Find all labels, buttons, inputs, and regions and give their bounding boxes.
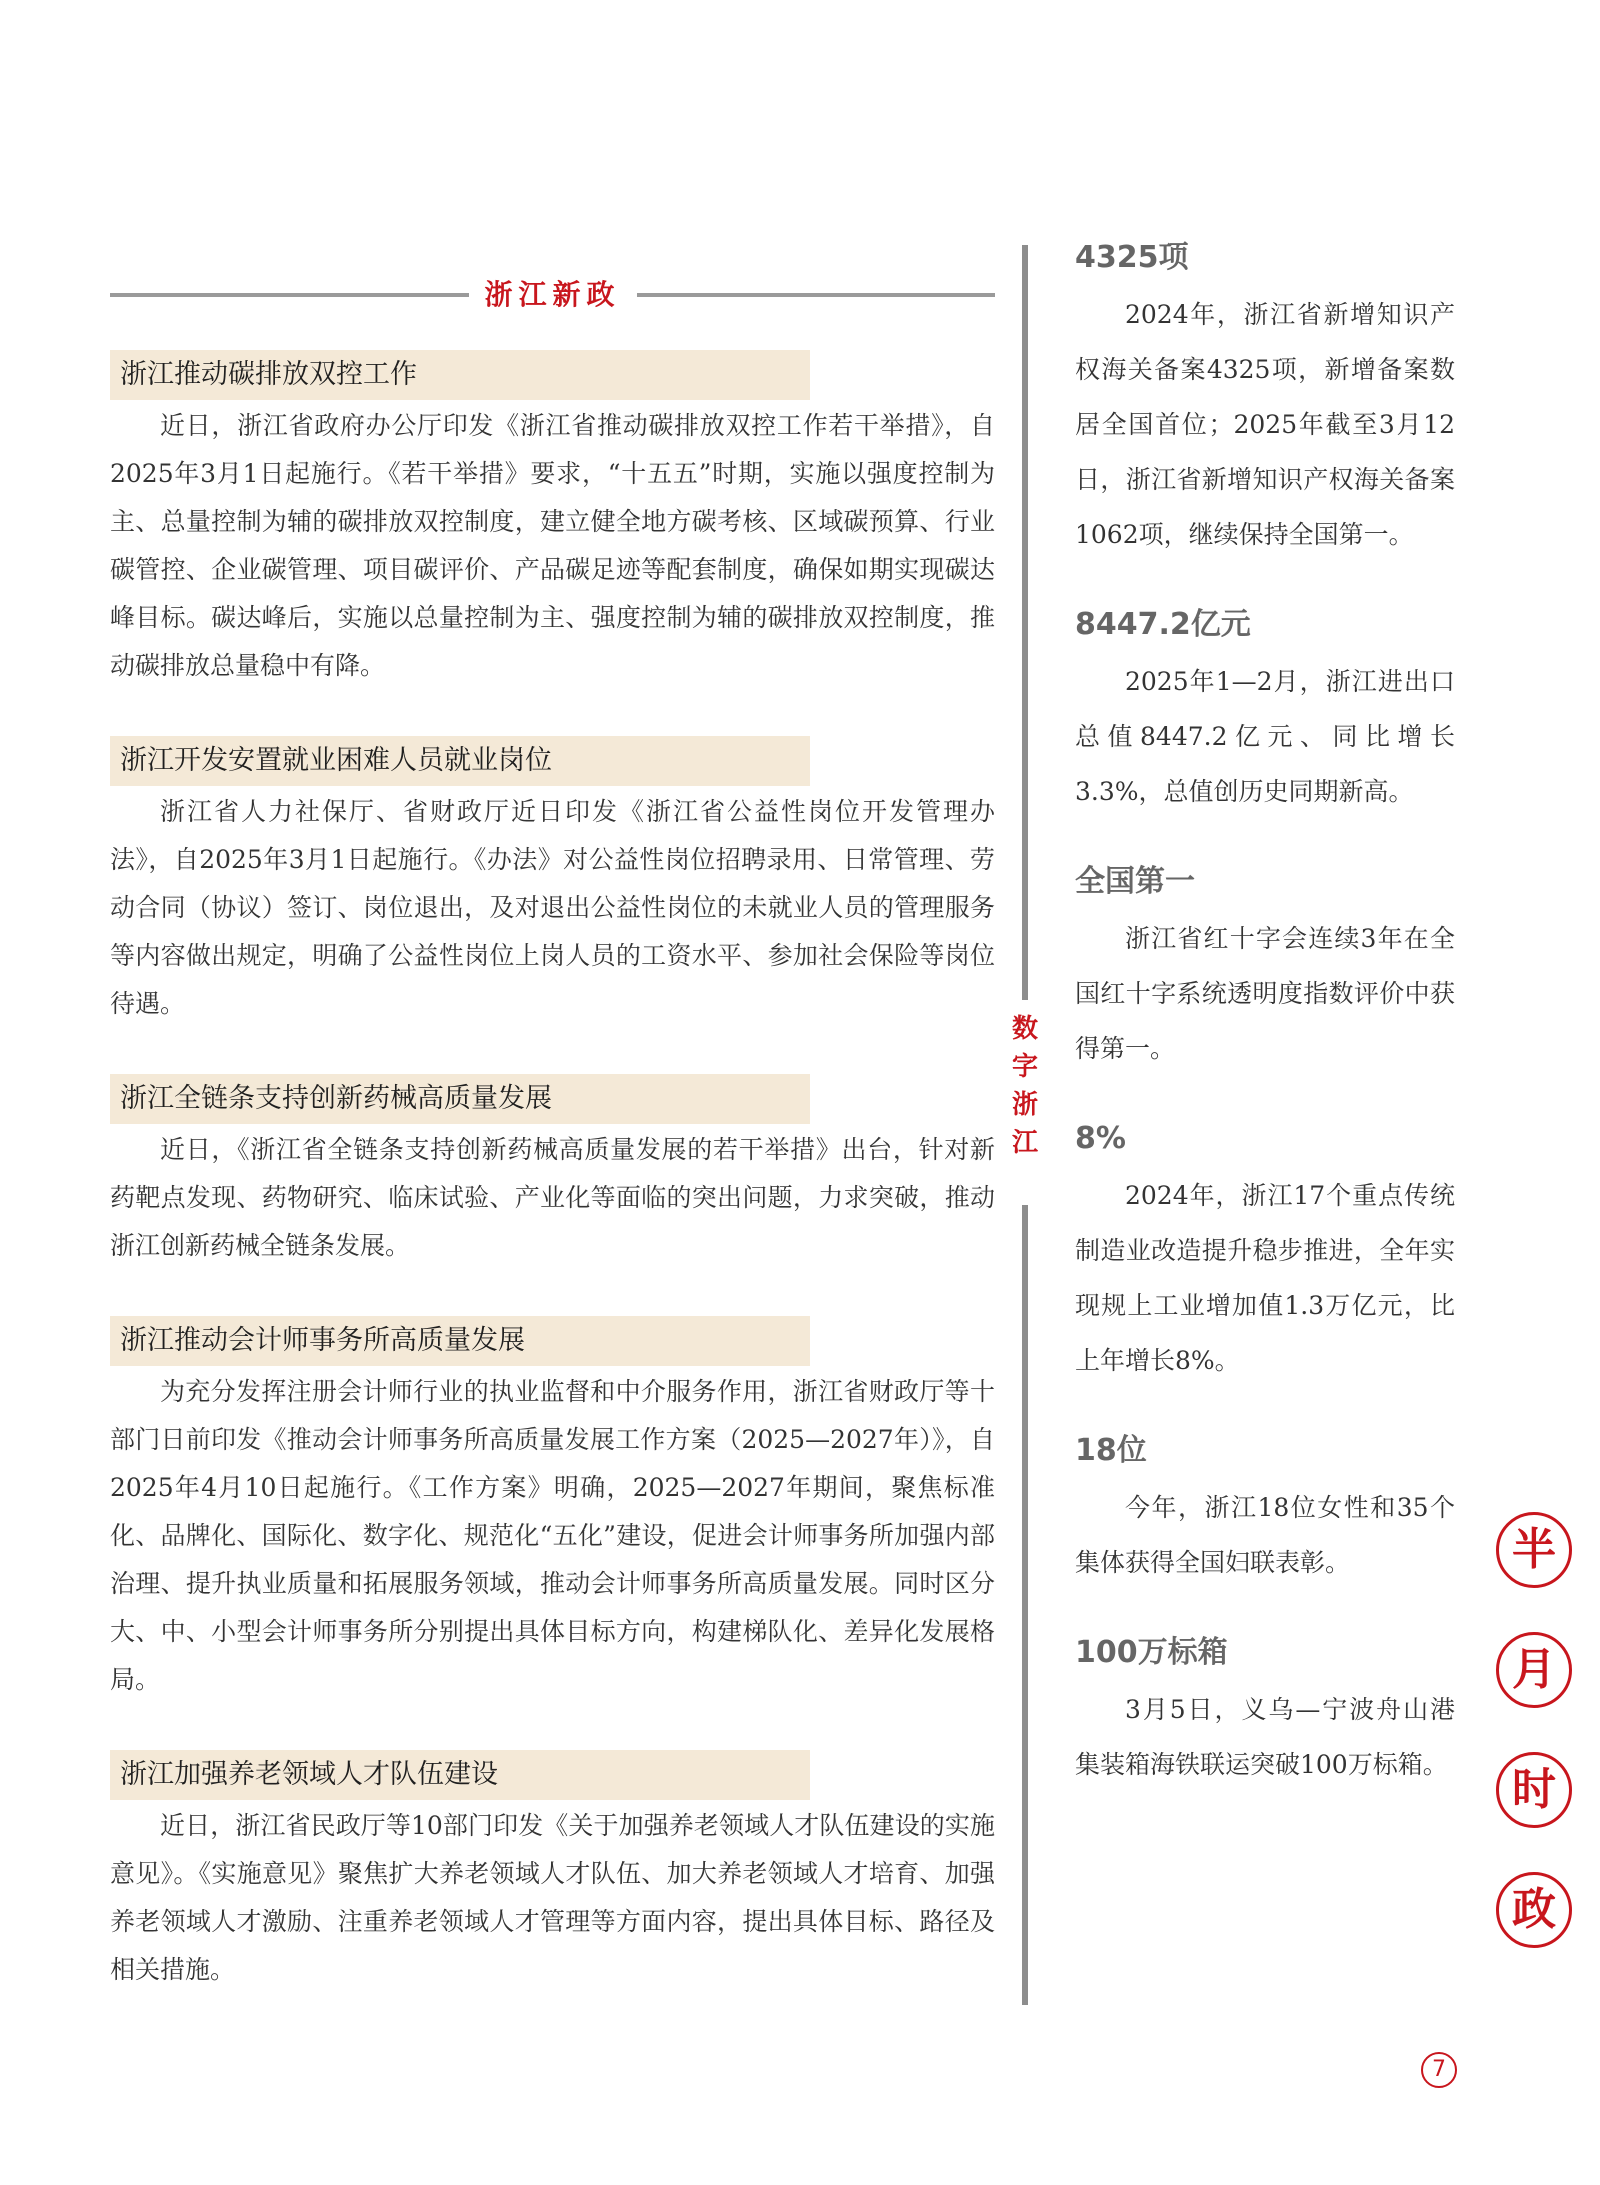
stat-item: [1075, 859, 1455, 1076]
column-divider-top: [1022, 245, 1028, 1000]
stat-text: 浙江省红十字会连续3年在全国红十字系统透明度指数评价中获得第一。: [1075, 924, 1455, 1063]
stat-item: [1075, 1630, 1455, 1792]
banner-char: 时: [1496, 1752, 1572, 1828]
divider-label-char: 江: [1011, 1128, 1038, 1158]
stat-text: 今年，浙江18位女性和35个集体获得全国妇联表彰。: [1075, 1493, 1455, 1577]
article-heading: 浙江推动碳排放双控工作: [110, 350, 810, 400]
stat-title: 4325项: [1075, 240, 1189, 275]
divider-label-char: 数: [1011, 1014, 1038, 1044]
section-title: 浙江新政: [468, 275, 636, 315]
article-body: 近日，浙江省政府办公厅印发《浙江省推动碳排放双控工作若干举措》，自2025年3月1日起施行。《若干举措》要求，“十五五”时期，实施以强度控制为主、总量控制为辅的碳排放双控制度，建立健全地方碳考核、区域碳预算、行业碳管控、企业碳管理、项目碳评价、产品碳足迹等配套制度，确保如期实现碳达峰目标。碳达峰后，实施以总量控制为主、强度控制为辅的碳排放双控制度，推动碳排放总量稳中有降。: [110, 411, 995, 680]
stat-title: 全国第一: [1075, 864, 1195, 899]
article-list: [110, 350, 995, 2040]
divider-label-char: 浙: [1011, 1090, 1038, 1120]
section-header: [110, 275, 995, 317]
article-body: 近日，浙江省民政厅等10部门印发《关于加强养老领域人才队伍建设的实施意见》。《实施意见》聚焦扩大养老领域人才队伍、加大养老领域人才培育、加强养老领域人才激励、注重养老领域人才管理等方面内容，提出具体目标、路径及相关措施。: [110, 1811, 995, 1984]
banner-char: 政: [1496, 1872, 1572, 1948]
article-heading: 浙江推动会计师事务所高质量发展: [110, 1316, 810, 1366]
stat-text: 2025年1—2月，浙江进出口总值8447.2亿元、同比增长3.3%，总值创历史同期新高。: [1075, 667, 1455, 806]
article: [110, 1074, 995, 1270]
stat-title: 100万标箱: [1075, 1635, 1228, 1670]
article-heading: 浙江全链条支持创新药械高质量发展: [110, 1074, 810, 1124]
column-banner: [1496, 1512, 1576, 1992]
article: [110, 1750, 995, 1994]
article-heading: 浙江加强养老领域人才队伍建设: [110, 1750, 810, 1800]
article: [110, 736, 995, 1028]
article-body: 近日，《浙江省全链条支持创新药械高质量发展的若干举措》出台，针对新药靶点发现、药物研究、临床试验、产业化等面临的突出问题，力求突破，推动浙江创新药械全链条发展。: [110, 1135, 995, 1260]
stats-column: [1075, 235, 1455, 1832]
stat-item: [1075, 1428, 1455, 1590]
divider-label-char: 字: [1011, 1052, 1038, 1082]
stat-text: 2024年，浙江省新增知识产权海关备案4325项，新增备案数居全国首位；2025年截至3月12日，浙江省新增知识产权海关备案1062项，继续保持全国第一。: [1075, 300, 1455, 549]
banner-char: 月: [1496, 1632, 1572, 1708]
stat-title: 18位: [1075, 1433, 1147, 1468]
page-number: 7: [1421, 2052, 1457, 2088]
article: [110, 350, 995, 690]
article-heading: 浙江开发安置就业困难人员就业岗位: [110, 736, 810, 786]
stat-item: [1075, 602, 1455, 819]
banner-char: 半: [1496, 1512, 1572, 1588]
stat-text: 2024年，浙江17个重点传统制造业改造提升稳步推进，全年实现规上工业增加值1.3万亿元，比上年增长8%。: [1075, 1181, 1455, 1375]
stat-item: [1075, 1116, 1455, 1388]
article-body: 浙江省人力社保厅、省财政厅近日印发《浙江省公益性岗位开发管理办法》，自2025年3月1日起施行。《办法》对公益性岗位招聘录用、日常管理、劳动合同（协议）签订、岗位退出，及对退出公益性岗位的未就业人员的管理服务等内容做出规定，明确了公益性岗位上岗人员的工资水平、参加社会保险等岗位待遇。: [110, 797, 995, 1018]
article: [110, 1316, 995, 1704]
article-body: 为充分发挥注册会计师行业的执业监督和中介服务作用，浙江省财政厅等十部门日前印发《推动会计师事务所高质量发展工作方案（2025—2027年）》，自2025年4月10日起施行。《工作方案》明确，2025—2027年期间，聚焦标准化、品牌化、国际化、数字化、规范化“五化”建设，促进会计师事务所加强内部治理、提升执业质量和拓展服务领域，推动会计师事务所高质量发展。同时区分大、中、小型会计师事务所分别提出具体目标方向，构建梯队化、差异化发展格局。: [110, 1377, 995, 1694]
divider-label: [1005, 1010, 1045, 1162]
stat-title: 8447.2亿元: [1075, 607, 1251, 642]
stat-item: [1075, 235, 1455, 562]
column-divider-bottom: [1022, 1205, 1028, 2005]
stat-text: 3月5日，义乌—宁波舟山港集装箱海铁联运突破100万标箱。: [1075, 1695, 1455, 1779]
stat-title: 8%: [1075, 1121, 1126, 1156]
